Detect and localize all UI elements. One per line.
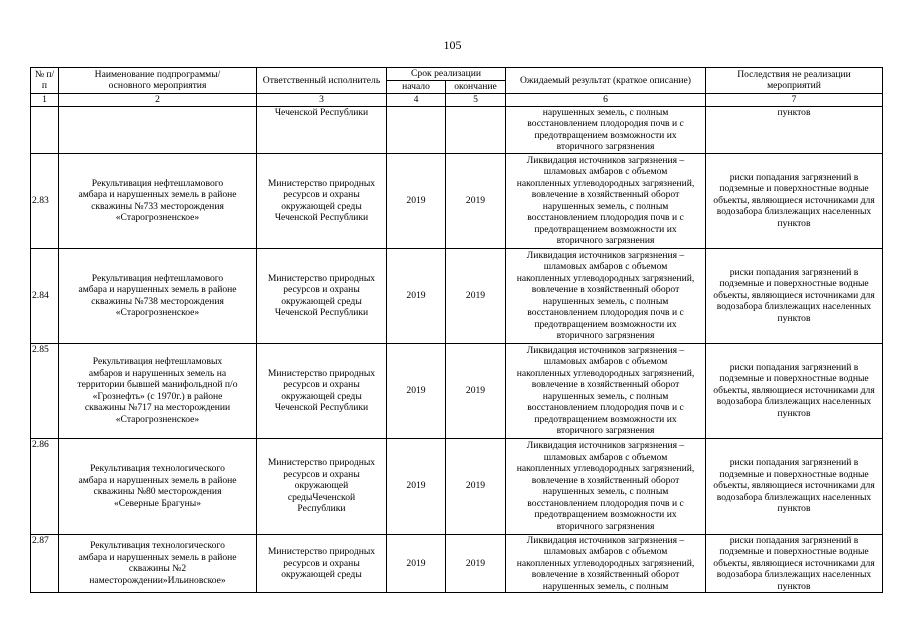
row-result: Ликвидация источников загрязнения – шламовых амбаров с объемом накопленных углеводородных загрязнений, вовлечение в хозяйственный оборот нарушенных земель, с полным восстановлением плодородия почв и с предотвращением возможности их вторичного загрязнения: [506, 248, 706, 343]
row-consequence: риски попадания загрязнений в подземные и поверхностные водные объекты, являющиеся источниками для водозабора близлежащих населенных пунктов: [706, 153, 883, 248]
row-start: 2019: [387, 438, 446, 534]
table-row: [31, 153, 883, 248]
row-executor: Министерство природных ресурсов и охраны окружающей средыЧеченской Республики: [257, 438, 387, 534]
row-start: 2019: [387, 153, 446, 248]
table-row: [31, 534, 883, 593]
row-start: 2019: [387, 534, 446, 593]
row-end: 2019: [446, 153, 506, 248]
row-number: 2.83: [31, 153, 59, 248]
index-cell: 5: [446, 93, 506, 106]
row-number: 2.87: [31, 534, 59, 593]
row-result: Ликвидация источников загрязнения – шламовых амбаров с объемом накопленных углеводородных загрязнений, вовлечение в хозяйственный оборот нарушенных земель, с полным: [506, 534, 706, 593]
row-start: 2019: [387, 248, 446, 343]
index-cell: 6: [506, 93, 706, 106]
row-name: Рекультивация нефтешламового амбара и нарушенных земель в районе скважины №733 месторождения «Старогрозненское»: [59, 153, 257, 248]
row-end: 2019: [446, 248, 506, 343]
row-end: [446, 106, 506, 153]
row-result: нарушенных земель, с полным восстановлением плодородия почв и с предотвращением возможности их вторичного загрязнения: [506, 106, 706, 153]
row-end: 2019: [446, 438, 506, 534]
index-cell: 2: [59, 93, 257, 106]
row-result: Ликвидация источников загрязнения – шламовых амбаров с объемом накопленных углеводородных загрязнений, вовлечение в хозяйственный оборот нарушенных земель, с полным восстановлением плодородия почв и с предотвращением возможности их вторичного загрязнения: [506, 343, 706, 438]
header-name: Наименование подпрограммы/ основного мероприятия: [59, 68, 257, 94]
row-number: 2.86: [31, 438, 59, 534]
row-end: 2019: [446, 534, 506, 593]
row-name: Рекультивация нефтешламовых амбаров и нарушенных земель на территории бывшей манифольдной п/о «Грознефть» (с 1970г.) в районе скважины №717 на месторождении «Старогрозненское»: [59, 343, 257, 438]
row-start: 2019: [387, 343, 446, 438]
continuation-row: [31, 106, 883, 153]
row-consequence: риски попадания загрязнений в подземные и поверхностные водные объекты, являющиеся источниками для водозабора близлежащих населенных пунктов: [706, 534, 883, 593]
row-name: [59, 106, 257, 153]
row-executor: Министерство природных ресурсов и охраны окружающей среды Чеченской Республики: [257, 343, 387, 438]
row-executor: Министерство природных ресурсов и охраны окружающей среды Чеченской Республики: [257, 248, 387, 343]
row-number: 2.85: [31, 343, 59, 438]
header-result: Ожидаемый результат (краткое описание): [506, 68, 706, 94]
header-consequence: Последствия не реализации мероприятий: [706, 68, 883, 94]
row-executor: Министерство природных ресурсов и охраны окружающей среды Чеченской Республики: [257, 153, 387, 248]
page-number: 105: [443, 38, 462, 52]
row-executor: Чеченской Республики: [257, 106, 387, 153]
row-number: 2.84: [31, 248, 59, 343]
row-end: 2019: [446, 343, 506, 438]
header-executor: Ответственный исполнитель: [257, 68, 387, 94]
header-start: начало: [387, 81, 446, 94]
table-row: [31, 438, 883, 534]
row-consequence: риски попадания загрязнений в подземные и поверхностные водные объекты, являющиеся источниками для водозабора близлежащих населенных пунктов: [706, 438, 883, 534]
table-row: [31, 343, 883, 438]
row-result: Ликвидация источников загрязнения – шламовых амбаров с объемом накопленных углеводородных загрязнений, вовлечение в хозяйственный оборот нарушенных земель, с полным восстановлением плодородия почв и с предотвращением возможности их вторичного загрязнения: [506, 438, 706, 534]
header-term: Срок реализации: [387, 68, 506, 81]
row-start: [387, 106, 446, 153]
table-row: [31, 248, 883, 343]
row-consequence: риски попадания загрязнений в подземные и поверхностные водные объекты, являющиеся источниками для водозабора близлежащих населенных пунктов: [706, 343, 883, 438]
index-row: [31, 93, 883, 106]
row-consequence: пунктов: [706, 106, 883, 153]
row-result: Ликвидация источников загрязнения – шламовых амбаров с объемом накопленных углеводородных загрязнений, вовлечение в хозяйственный оборот нарушенных земель, с полным восстановлением плодородия почв и с предотвращением возможности их вторичного загрязнения: [506, 153, 706, 248]
activities-table: [30, 67, 883, 593]
index-cell: 4: [387, 93, 446, 106]
index-cell: 7: [706, 93, 883, 106]
index-cell: 1: [31, 93, 59, 106]
row-name: Рекультивация технологического амбара и нарушенных земель в районе скважины №2 наместорождении»Ильиновское»: [59, 534, 257, 593]
header-end: окончание: [446, 81, 506, 94]
index-cell: 3: [257, 93, 387, 106]
header-num: № п/п: [31, 68, 59, 94]
row-number: [31, 106, 59, 153]
row-name: Рекультивация технологического амбара и нарушенных земель в районе скважины №80 месторождения «Северные Брагуны»: [59, 438, 257, 534]
row-name: Рекультивация нефтешламового амбара и нарушенных земель в районе скважины №738 месторождения «Старогрозненское»: [59, 248, 257, 343]
row-consequence: риски попадания загрязнений в подземные и поверхностные водные объекты, являющиеся источниками для водозабора близлежащих населенных пунктов: [706, 248, 883, 343]
row-executor: Министерство природных ресурсов и охраны окружающей среды: [257, 534, 387, 593]
header-row-1: [31, 68, 883, 81]
